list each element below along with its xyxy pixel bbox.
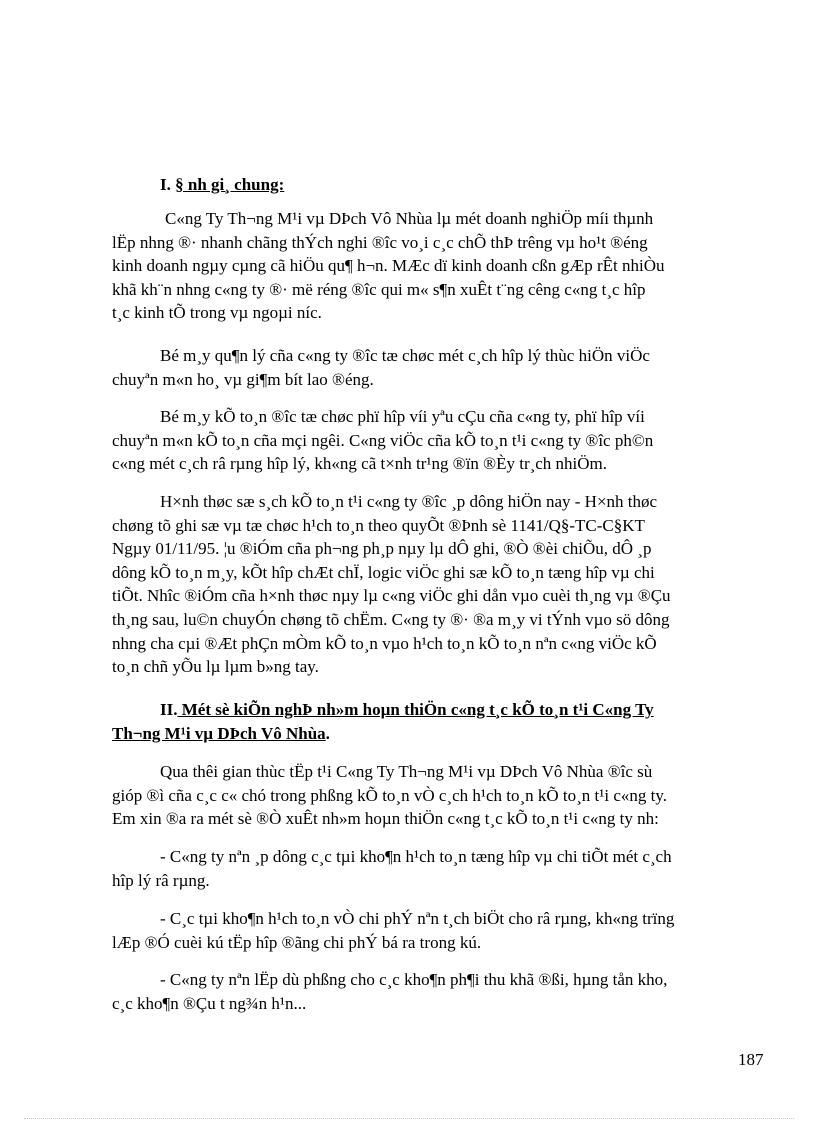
text-line: Bé m¸y qu¶n lý cña c«ng ty ®îc tæ chøc mét c¸ch hîp lý thùc hiÖn viÖc xyxy=(160,346,650,365)
text-line: - C¸c tµi kho¶n h¹ch to¸n vÒ chi phÝ nªn t¸ch biÖt cho râ rµng, kh«ng trïng xyxy=(160,909,675,928)
heading-2-line xyxy=(112,698,772,722)
text-line: - C«ng ty nªn ¸p dông c¸c tµi kho¶n h¹ch to¸n tæng hîp vµ chi tiÕt mét c¸ch xyxy=(160,847,672,866)
text-line: lÆp ®Ó cuèi kú tËp hîp ®ãng chi phÝ bá ra trong kú. xyxy=(112,932,482,952)
text-line: c¸c kho¶n ®Çu t ng¾n h¹n... xyxy=(112,993,307,1013)
heading-2-title-line-1: Mét sè kiÕn nghÞ nh»m hoµn thiÖn c«ng t¸c kÕ to¸n t¹i C«ng Ty xyxy=(177,700,654,719)
paragraph-4 xyxy=(112,490,772,679)
bullet-item-1 xyxy=(112,845,772,892)
text-line: c«ng mét c¸ch râ rµng hîp lý, kh«ng cã t×nh tr¹ng ®ïn ®Èy tr¸ch nhiÖm. xyxy=(112,454,608,474)
heading-2-suffix: . xyxy=(325,723,330,743)
heading-2-line xyxy=(112,722,772,746)
text-line: chuyªn m«n kÕ to¸n cña mçi ngêi. C«ng viÖc cña kÕ to¸n t¹i c«ng ty ®îc ph©n xyxy=(112,430,654,450)
text-line: nhng cha cµi ®Æt phÇn mÒm kÕ to¸n vµo h¹ch to¸n kÕ to¸n nªn c«ng viÖc kÕ xyxy=(112,633,657,653)
bullet-item-2 xyxy=(112,907,772,954)
text-line: chøng tõ ghi sæ vµ tæ chøc h¹ch to¸n theo quyÕt ®Þnh sè 1141/Q§-TC-C§KT xyxy=(112,515,645,535)
paragraph-3 xyxy=(112,405,772,476)
text-line: Em xin ®a ra mét sè ®Ò xuÊt nh»m hoµn thiÖn c«ng t¸c kÕ to¸n t¹i c«ng ty nh: xyxy=(112,809,659,829)
text-line: kinh doanh ngµy cµng cã hiÖu qu¶ h¬n. MÆc dï kinh doanh cßn gÆp rÊt nhiÒu xyxy=(112,256,665,276)
text-line: dông kÕ to¸n m¸y, kÕt hîp chÆt chÏ, logic viÖc ghi sæ kÕ to¸n tæng hîp vµ chi xyxy=(112,562,655,582)
heading-2-title-line-2: Th¬ng M¹i vµ DÞch Vô Nhùa xyxy=(112,723,326,743)
text-line: lËp nhng ®· nhanh chãng thÝch nghi ®îc vo¸i c¸c chÕ thÞ trêng vµ ho¹t ®éng xyxy=(112,232,648,252)
text-line: Ngµy 01/11/95. ¦u ®iÓm cña ph¬ng ph¸p nµy lµ dÔ ghi, ®Ò ®èi chiÕu, dÔ ¸p xyxy=(112,539,652,559)
text-line: chuyªn m«n ho¸ vµ gi¶m bít lao ®éng. xyxy=(112,369,374,389)
bullet-item-3 xyxy=(112,968,772,1015)
paragraph-5 xyxy=(112,760,772,831)
text-line: Bé m¸y kÕ to¸n ®îc tæ chøc phï hîp víi yªu cÇu cña c«ng ty, phï hîp víi xyxy=(160,407,645,426)
text-line: H×nh thøc sæ s¸ch kÕ to¸n t¹i c«ng ty ®îc ¸p dông hiÖn nay - H×nh thøc xyxy=(160,492,658,511)
text-line: khã kh¨n nhng c«ng ty ®· më réng ®îc qui m« s¶n xuÊt t¨ng cêng c«ng t¸c hîp xyxy=(112,279,646,299)
heading-2-number: II. xyxy=(160,700,178,719)
text-line: tiÕt. Nhîc ®iÓm cña h×nh thøc nµy lµ c«ng viÖc ghi dån vµo cuèi th¸ng vµ ®Çu xyxy=(112,586,671,606)
heading-1-title: § nh gi¸ chung: xyxy=(175,175,285,194)
text-line: gióp ®ì cña c¸c c« chó trong phßng kÕ to¸n vÒ c¸ch h¹ch to¸n kÕ to¸n t¹i c«ng ty. xyxy=(112,785,668,805)
text-line: th¸ng sau, lu©n chuyÓn chøng tõ chËm. C«ng ty ®· ®a m¸y vi tÝnh vµo sö dông xyxy=(112,609,670,629)
section-heading-1 xyxy=(160,173,780,197)
text-line: hîp lý râ rµng. xyxy=(112,870,210,890)
text-line: t¸c kinh tÕ trong vµ ngoµi níc. xyxy=(112,303,322,323)
section-heading-2 xyxy=(112,698,772,745)
footer-divider xyxy=(24,1118,794,1119)
paragraph-1 xyxy=(112,207,772,325)
heading-1-number: I. xyxy=(160,175,176,194)
text-line: C«ng Ty Th¬ng M¹i vµ DÞch Vô Nhùa lµ mét doanh nghiÖp míi thµnh xyxy=(165,209,654,228)
text-line: - C«ng ty nªn lËp dù phßng cho c¸c kho¶n ph¶i thu khã ®ßi, hµng tån kho, xyxy=(160,970,668,989)
page-number: 187 xyxy=(738,1050,764,1069)
paragraph-2 xyxy=(112,344,772,391)
text-line: to¸n chñ yÕu lµ lµm b»ng tay. xyxy=(112,657,319,677)
text-line: Qua thêi gian thùc tËp t¹i C«ng Ty Th¬ng M¹i vµ DÞch Vô Nhùa ®îc sù xyxy=(160,762,653,781)
